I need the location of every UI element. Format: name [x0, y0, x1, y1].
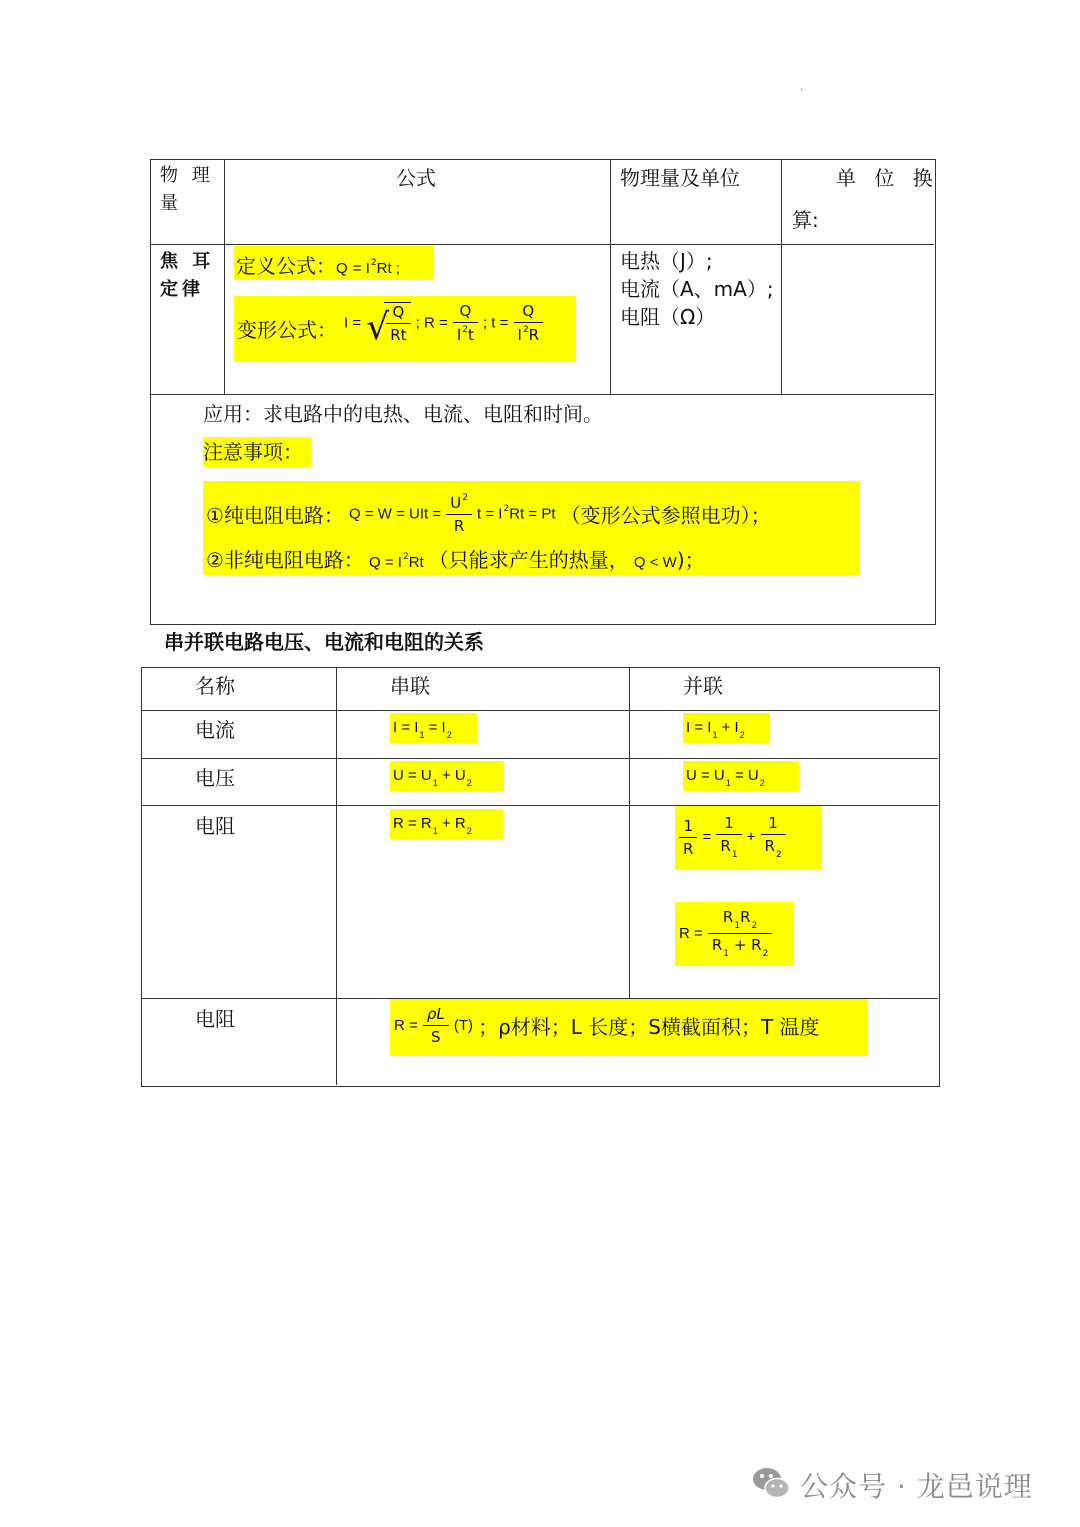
formula-part: ; t =	[482, 314, 509, 332]
den-base: R	[720, 837, 731, 855]
row-label-resistivity: 电阻	[195, 1007, 235, 1031]
frac-num: 1	[716, 814, 741, 835]
formula-sub: 2	[466, 778, 472, 788]
formula-part: Rt	[408, 554, 424, 571]
resistivity-text: ；ρ材料；L 长度；S横截面积；T 温度	[478, 1015, 820, 1039]
row-label-joule-law: 焦 耳 定律	[160, 251, 215, 300]
header-unit-conversion: 单 位 换	[836, 166, 939, 190]
parallel-voltage-formula	[683, 761, 799, 791]
formula-part: Q = I	[369, 554, 402, 571]
row-label-resistance: 电阻	[195, 814, 235, 838]
series-current-formula	[390, 713, 477, 743]
frac-den: R	[453, 517, 465, 535]
series-resistance-formula	[390, 809, 503, 839]
den-base: R	[764, 837, 775, 855]
notes-label: 注意事项：	[203, 437, 311, 467]
formula-part: U = U	[686, 767, 725, 784]
formula-part: I = I	[393, 719, 419, 736]
sqrt-sign: √ $\frac{Q}{Rt}$	[366, 302, 410, 344]
formula-part: R = R	[393, 815, 432, 832]
formula-sub: 2	[446, 730, 452, 740]
num-sub: 1	[734, 921, 741, 931]
frac-num	[446, 493, 472, 515]
formula-part: = I	[428, 719, 446, 736]
formula-part: I =	[344, 314, 362, 332]
frac-num: ρL	[423, 1005, 449, 1026]
note-pure-resistance	[206, 493, 771, 535]
formula-sub: 1	[419, 730, 425, 740]
note1-text: （变形公式参照电功）；	[560, 503, 771, 528]
formula-part: + R	[441, 815, 466, 832]
formula-sub: 2	[739, 730, 745, 740]
header-series: 串联	[390, 674, 430, 698]
formula-part: =	[702, 828, 712, 846]
den-exp: 2	[462, 325, 468, 335]
formula-sub: 1	[432, 778, 438, 788]
frac-num: Q	[514, 302, 544, 323]
note1-label: ①纯电阻电路：	[206, 503, 344, 528]
frac-num	[708, 908, 772, 934]
frac-den: Rt	[390, 326, 407, 344]
transform-formula	[234, 296, 576, 362]
formula-sub: 1	[432, 826, 438, 836]
den-base: I	[456, 326, 462, 344]
formula-part: ; R =	[415, 314, 448, 332]
num-part: R	[722, 908, 734, 926]
note2-label: ②非纯电阻电路：	[206, 548, 364, 572]
unit-current: 电流（A、mA）;	[620, 277, 774, 301]
formula-part: Q	[336, 260, 348, 277]
frac-den	[761, 835, 786, 860]
unit-resistance: 电阻（Ω）	[620, 305, 716, 329]
resistivity-formula	[390, 999, 868, 1056]
definition-formula	[234, 246, 434, 280]
frac-num: Q	[386, 303, 410, 324]
header-name: 名称	[195, 674, 235, 698]
row-label-voltage: 电压	[195, 766, 235, 790]
parallel-resistance-reciprocal	[675, 806, 821, 870]
formula-part: + I	[721, 719, 739, 736]
formula-part: Rt ;	[376, 260, 400, 277]
den-sub: 2	[762, 949, 769, 959]
frac-den	[453, 323, 478, 344]
formula-part: U = U	[393, 767, 432, 784]
den-sub: 1	[723, 949, 730, 959]
formula-part: t = I	[477, 505, 503, 523]
num-base: U	[450, 494, 462, 512]
formula-exp: 2	[402, 552, 409, 562]
formula-sub: 1	[712, 730, 718, 740]
definition-label: 定义公式：	[236, 254, 336, 278]
header-unit-conversion-2: 算:	[792, 208, 819, 232]
notes-box	[203, 481, 860, 575]
den-part: + R	[733, 936, 762, 954]
den-tail: R	[528, 326, 540, 344]
num-part: R	[740, 908, 751, 926]
frac-num: 1	[679, 817, 697, 838]
units-list	[620, 247, 774, 331]
note-non-pure-resistance	[206, 544, 705, 573]
formula-part: R =	[679, 925, 703, 942]
header-units: 物理量及单位	[620, 166, 740, 190]
header-dot: .	[800, 82, 804, 93]
frac-num: 1	[761, 814, 786, 835]
parallel-current-formula	[683, 713, 770, 743]
den-base: I	[517, 326, 522, 344]
unit-heat: 电热（J）;	[620, 249, 713, 273]
formula-part: I = I	[686, 719, 712, 736]
parallel-resistance-total	[675, 902, 793, 966]
formula-part: R =	[394, 1017, 418, 1034]
den-sub: 1	[731, 850, 738, 860]
formula-part: +	[746, 828, 756, 846]
transform-label: 变形公式：	[237, 318, 337, 342]
formula-part: Q = W = UIt =	[349, 505, 442, 523]
num-sub: 2	[751, 921, 758, 931]
application-text: 应用：求电路中的电热、电流、电阻和时间。	[203, 402, 603, 426]
formula-exp: 2	[503, 503, 510, 514]
header-formula: 公式	[396, 166, 436, 190]
formula-part: (T)	[453, 1017, 473, 1034]
series-voltage-formula	[390, 761, 504, 791]
note2-tail: )；	[676, 548, 705, 572]
den-tail: t	[467, 326, 474, 344]
den-part: R	[711, 936, 723, 954]
frac-den: S	[431, 1028, 441, 1046]
formula-part: = U	[734, 767, 759, 784]
formula-part: = I	[352, 260, 370, 277]
watermark-text: 公众号 · 龙邑说理	[800, 1470, 1033, 1503]
formula-part: + U	[441, 767, 466, 784]
formula-sub: 2	[466, 826, 472, 836]
header-physical-quantity: 物 理 量	[160, 165, 214, 214]
den-exp: 2	[522, 325, 529, 335]
formula-sub: 2	[759, 778, 765, 788]
section-title: 串并联电路电压、电流和电阻的关系	[164, 630, 484, 654]
formula-exp: 2	[370, 258, 377, 268]
frac-den: R	[683, 839, 694, 858]
den-sub: 2	[775, 850, 782, 860]
note2-text: （只能求产生的热量，	[428, 548, 629, 572]
row-label-current: 电流	[195, 718, 235, 742]
formula-part: Rt = Pt	[509, 505, 556, 523]
frac-den	[514, 323, 544, 344]
formula-part: Q < W	[633, 554, 677, 571]
header-parallel: 并联	[683, 674, 723, 698]
frac-den	[708, 934, 772, 959]
wechat-icon	[750, 1462, 792, 1504]
formula-sub: 1	[725, 778, 731, 788]
frac-num: Q	[453, 302, 478, 323]
num-exp: 2	[462, 493, 468, 503]
frac-den	[716, 835, 741, 860]
